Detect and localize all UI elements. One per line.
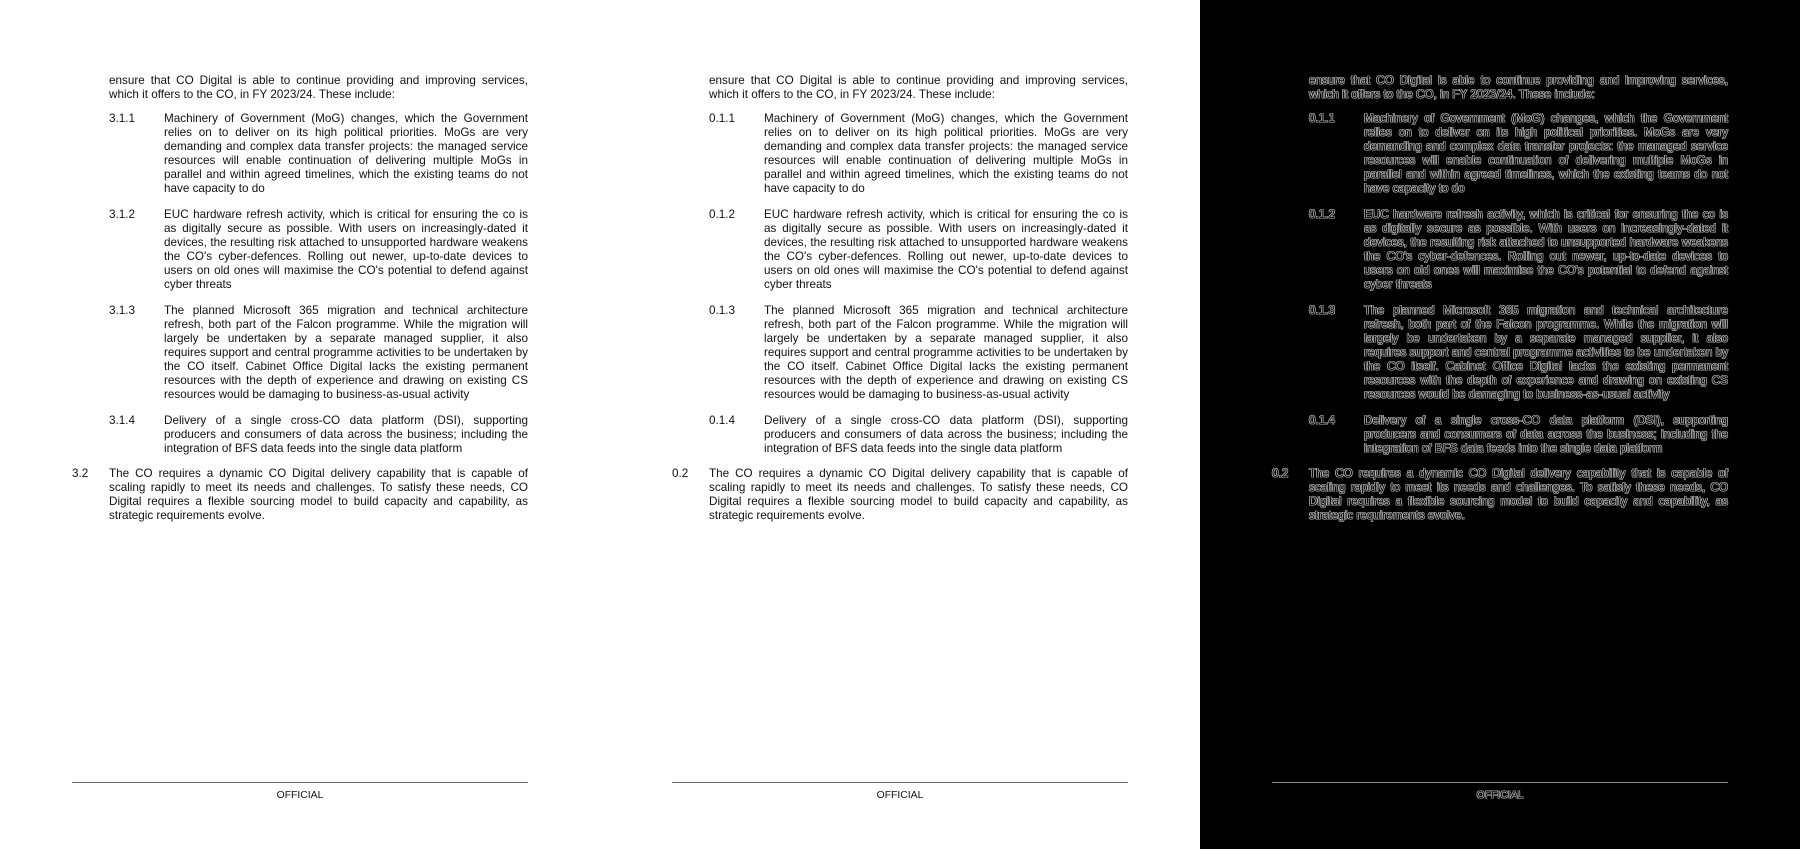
section-number: 0.2	[1272, 467, 1289, 480]
section-number: 0.2	[672, 467, 689, 480]
item-text: EUC hardware refresh activity, which is critical for ensuring the co is as digitally secure as possible. With users on increasingly-dated it devices, the resulting risk attached to unsupported hardware weakens the CO's cyber-defences. Rolling out newer, up-to-date devices to users on old ones will maximise the CO's potential to defend against cyber threats	[164, 208, 528, 291]
page	[600, 0, 1200, 849]
item-text: The planned Microsoft 365 migration and technical architecture refresh, both part of the Falcon programme. While the migration will largely be undertaken by a separate managed supplier, it also requires support and central programme activities to be undertaken by the CO itself. Cabinet Office Digital lacks the existing permanent resources with the depth of experience and drawing on existing CS resources would be damaging to business-as-usual activity	[1364, 304, 1728, 401]
item-number: 3.1.2	[109, 208, 135, 221]
item-number: 0.1.2	[1309, 208, 1335, 221]
page	[1200, 0, 1800, 849]
item-number: 3.1.4	[109, 414, 135, 427]
document-page-edge-view	[1200, 0, 1800, 849]
item-text: The planned Microsoft 365 migration and technical architecture refresh, both part of the Falcon programme. While the migration will largely be undertaken by a separate managed supplier, it also requires support and central programme activities to be undertaken by the CO itself. Cabinet Office Digital lacks the existing permanent resources with the depth of experience and drawing on existing CS resources would be damaging to business-as-usual activity	[764, 304, 1128, 401]
item-text: Machinery of Government (MoG) changes, which the Government relies on to deliver on its high political priorities. MoGs are very demanding and complex data transfer projects: the managed service resources will enable continuation of delivering multiple MoGs in parallel and within agreed timelines, which the existing teams do not have capacity to do	[764, 112, 1128, 195]
document-page-renumbered	[600, 0, 1200, 849]
footer-rule	[72, 782, 528, 783]
item-number: 0.1.3	[709, 304, 735, 317]
item-number: 0.1.2	[709, 208, 735, 221]
intro-paragraph: ensure that CO Digital is able to continue providing and improving services, which it offers to the CO, in FY 2023/24. These include:	[109, 74, 528, 101]
item-number: 0.1.3	[1309, 304, 1335, 317]
item-number: 0.1.1	[1309, 112, 1335, 125]
footer-rule	[672, 782, 1128, 783]
document-page-original	[0, 0, 600, 849]
section-number: 3.2	[72, 467, 89, 480]
item-number: 0.1.1	[709, 112, 735, 125]
closing-paragraph: The CO requires a dynamic CO Digital delivery capability that is capable of scaling rapidly to meet its needs and challenges. To satisfy these needs, CO Digital requires a flexible sourcing model to build capacity and capability, as strategic requirements evolve.	[109, 467, 528, 522]
footer-classification: OFFICIAL	[276, 790, 324, 801]
item-number: 3.1.1	[109, 112, 135, 125]
closing-paragraph: The CO requires a dynamic CO Digital delivery capability that is capable of scaling rapidly to meet its needs and challenges. To satisfy these needs, CO Digital requires a flexible sourcing model to build capacity and capability, as strategic requirements evolve.	[709, 467, 1128, 522]
footer-rule	[1272, 782, 1728, 783]
item-text: The planned Microsoft 365 migration and technical architecture refresh, both part of the Falcon programme. While the migration will largely be undertaken by a separate managed supplier, it also requires support and central programme activities to be undertaken by the CO itself. Cabinet Office Digital lacks the existing permanent resources with the depth of experience and drawing on existing CS resources would be damaging to business-as-usual activity	[164, 304, 528, 401]
item-text: EUC hardware refresh activity, which is critical for ensuring the co is as digitally secure as possible. With users on increasingly-dated it devices, the resulting risk attached to unsupported hardware weakens the CO's cyber-defences. Rolling out newer, up-to-date devices to users on old ones will maximise the CO's potential to defend against cyber threats	[1364, 208, 1728, 291]
item-number: 0.1.4	[1309, 414, 1335, 427]
page	[0, 0, 600, 849]
item-text: EUC hardware refresh activity, which is critical for ensuring the co is as digitally secure as possible. With users on increasingly-dated it devices, the resulting risk attached to unsupported hardware weakens the CO's cyber-defences. Rolling out newer, up-to-date devices to users on old ones will maximise the CO's potential to defend against cyber threats	[764, 208, 1128, 291]
item-number: 0.1.4	[709, 414, 735, 427]
item-text: Delivery of a single cross-CO data platform (DSI), supporting producers and consumers of data across the business; including the integration of BFS data feeds into the single data platform	[764, 414, 1128, 455]
footer-classification: OFFICIAL	[1476, 790, 1524, 801]
item-number: 3.1.3	[109, 304, 135, 317]
closing-paragraph: The CO requires a dynamic CO Digital delivery capability that is capable of scaling rapidly to meet its needs and challenges. To satisfy these needs, CO Digital requires a flexible sourcing model to build capacity and capability, as strategic requirements evolve.	[1309, 467, 1728, 522]
intro-paragraph: ensure that CO Digital is able to continue providing and improving services, which it offers to the CO, in FY 2023/24. These include:	[709, 74, 1128, 101]
footer-classification: OFFICIAL	[876, 790, 924, 801]
intro-paragraph: ensure that CO Digital is able to continue providing and improving services, which it offers to the CO, in FY 2023/24. These include:	[1309, 74, 1728, 101]
item-text: Delivery of a single cross-CO data platform (DSI), supporting producers and consumers of data across the business; including the integration of BFS data feeds into the single data platform	[1364, 414, 1728, 455]
item-text: Machinery of Government (MoG) changes, which the Government relies on to deliver on its high political priorities. MoGs are very demanding and complex data transfer projects: the managed service resources will enable continuation of delivering multiple MoGs in parallel and within agreed timelines, which the existing teams do not have capacity to do	[164, 112, 528, 195]
item-text: Delivery of a single cross-CO data platform (DSI), supporting producers and consumers of data across the business; including the integration of BFS data feeds into the single data platform	[164, 414, 528, 455]
item-text: Machinery of Government (MoG) changes, which the Government relies on to deliver on its high political priorities. MoGs are very demanding and complex data transfer projects: the managed service resources will enable continuation of delivering multiple MoGs in parallel and within agreed timelines, which the existing teams do not have capacity to do	[1364, 112, 1728, 195]
